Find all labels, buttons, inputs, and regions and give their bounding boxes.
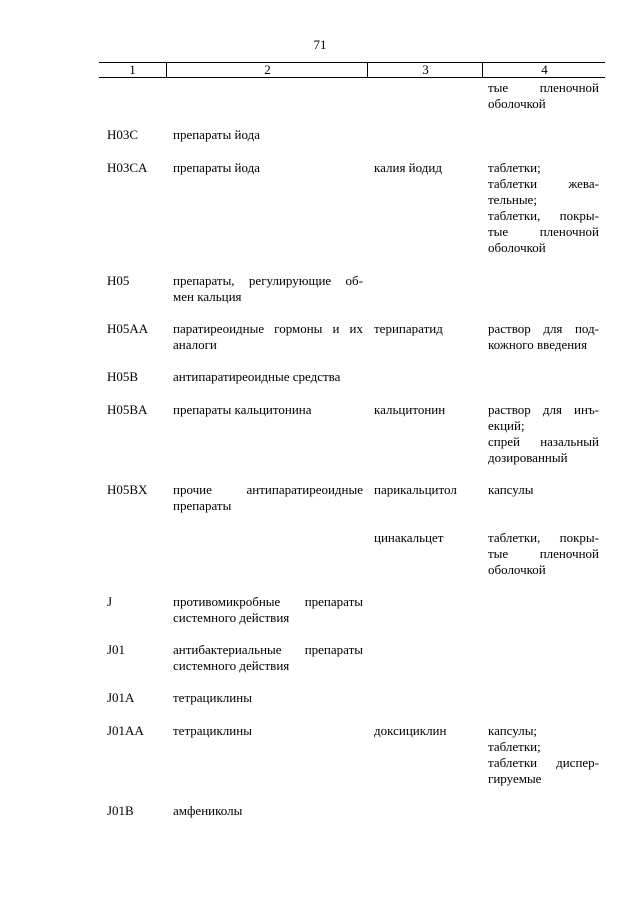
dosage-form (488, 160, 599, 256)
atc-code: H05BX (107, 482, 148, 497)
dosage-form-line: раствор для инъ- (488, 402, 599, 417)
dosage-form-line: тельные; (488, 192, 537, 207)
dosage-form-line: тые пленочной (488, 546, 599, 561)
dosage-form (488, 723, 599, 787)
group-name (173, 803, 363, 819)
group-name-line: прочие антипаратиреоидные (173, 482, 363, 497)
atc-code: J01AA (107, 723, 144, 738)
group-name-line: противомикробные препараты (173, 594, 363, 609)
group-name-line: тетрациклины (173, 723, 252, 738)
dosage-form (488, 80, 599, 112)
atc-code: J (107, 594, 113, 609)
page-number: 71 (313, 37, 327, 52)
dosage-form-line: спрей назальный (488, 434, 599, 449)
drug-name: терипаратид (374, 321, 443, 336)
atc-code: H03CA (107, 160, 148, 175)
group-name (173, 127, 363, 143)
group-name (173, 273, 363, 305)
column-header-4: 4 (482, 63, 606, 77)
drug-name: калия йодид (374, 160, 442, 175)
atc-code: H03C (107, 127, 139, 142)
group-name-line: антибактериальные препараты (173, 642, 363, 657)
dosage-form-line: раствор для под- (488, 321, 599, 336)
dosage-form-line: таблетки; (488, 739, 541, 754)
group-name-line: препараты йода (173, 160, 261, 175)
group-name (173, 402, 363, 418)
drug-name: парикальцитол (374, 482, 457, 497)
atc-code: H05BA (107, 402, 148, 417)
column-header-3: 3 (367, 63, 483, 77)
group-name (173, 160, 363, 176)
group-name (173, 321, 363, 353)
dosage-form-line: таблетки; (488, 160, 541, 175)
group-name-line: антипаратиреоидные средства (173, 369, 341, 384)
dosage-form-line: оболочкой (488, 562, 546, 577)
group-name (173, 690, 363, 706)
dosage-form (488, 530, 599, 578)
dosage-form-line: капсулы (488, 482, 534, 497)
group-name (173, 594, 363, 626)
atc-code: J01B (107, 803, 134, 818)
drug-name: цинакальцет (374, 530, 444, 545)
atc-code: H05 (107, 273, 130, 288)
group-name-line: препараты (173, 498, 232, 513)
dosage-form-line: дозированный (488, 450, 568, 465)
atc-code: H05AA (107, 321, 149, 336)
dosage-form-line: тые пленочной (488, 80, 599, 95)
dosage-form-line: кожного введения (488, 337, 588, 352)
group-name-line: аналоги (173, 337, 217, 352)
atc-code: J01 (107, 642, 126, 657)
dosage-form-line: екций; (488, 418, 525, 433)
dosage-form-line: капсулы; (488, 723, 538, 738)
group-name-line: препараты йода (173, 127, 261, 142)
group-name-line: препараты, регулирующие об- (173, 273, 363, 288)
dosage-form (488, 321, 599, 353)
dosage-form (488, 482, 599, 498)
group-name-line: системного действия (173, 658, 290, 673)
dosage-form (488, 402, 599, 466)
group-name (173, 723, 363, 739)
group-name (173, 369, 363, 385)
group-name-line: препараты кальцитонина (173, 402, 312, 417)
column-header-2: 2 (166, 63, 368, 77)
group-name-line: тетрациклины (173, 690, 252, 705)
group-name-line: паратиреоидные гормоны и их (173, 321, 363, 336)
dosage-form-line: оболочкой (488, 96, 546, 111)
dosage-form-line: оболочкой (488, 240, 546, 255)
table-header-row (99, 62, 605, 78)
atc-code: J01A (107, 690, 135, 705)
dosage-form-line: таблетки, покры- (488, 208, 599, 223)
dosage-form-line: таблетки, покры- (488, 530, 599, 545)
group-name-line: системного действия (173, 610, 290, 625)
atc-code: H05B (107, 369, 139, 384)
dosage-form-line: таблетки жева- (488, 176, 599, 191)
group-name-line: мен кальция (173, 289, 242, 304)
group-name-line: амфениколы (173, 803, 243, 818)
dosage-form-line: тые пленочной (488, 224, 599, 239)
group-name (173, 482, 363, 514)
dosage-form-line: таблетки диспер- (488, 755, 599, 770)
column-header-1: 1 (129, 62, 136, 77)
dosage-form-line: гируемые (488, 771, 542, 786)
drug-name: кальцитонин (374, 402, 446, 417)
drug-name: доксициклин (374, 723, 447, 738)
group-name (173, 642, 363, 674)
